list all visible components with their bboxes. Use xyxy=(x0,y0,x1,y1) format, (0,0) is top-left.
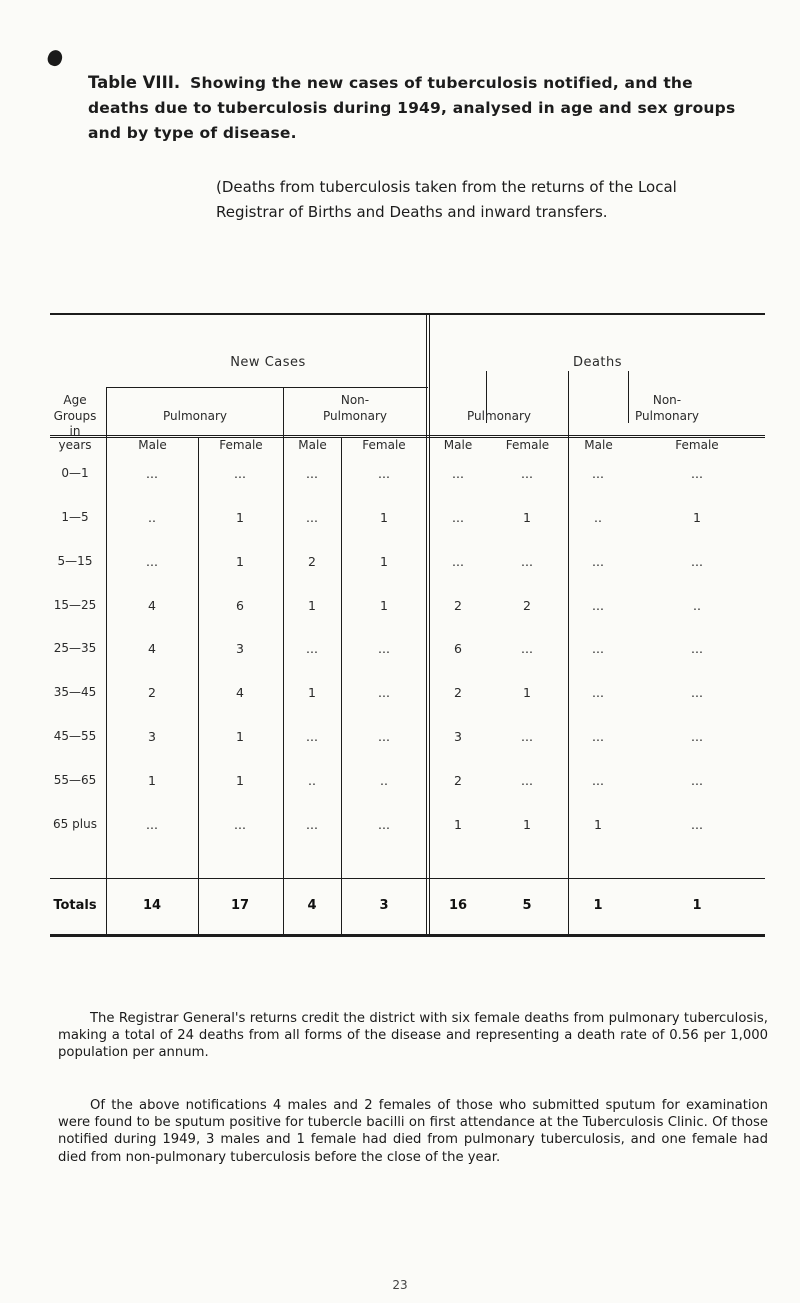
cell-d-pulm-female: ... xyxy=(521,641,533,656)
nc-pulm-female-header: Female xyxy=(219,438,263,452)
cell-nc-pulm-male: ... xyxy=(146,554,158,569)
cell-d-non-female: ... xyxy=(691,773,703,788)
cell-d-pulm-male: 3 xyxy=(454,729,462,744)
age-group-label: 15—25 xyxy=(53,598,97,612)
cell-nc-pulm-male: 4 xyxy=(148,598,156,613)
cell-nc-non-female: 1 xyxy=(380,554,388,569)
cell-d-pulm-male: ... xyxy=(452,554,464,569)
cell-nc-non-male: .. xyxy=(308,773,316,788)
cell-d-non-male: .. xyxy=(594,510,602,525)
nc-non-heading-2: Pulmonary xyxy=(323,409,387,423)
table-caption: Showing the new cases of tuberculosis notified, and the deaths due to tuberculosis during 1949, analysed in age and sex groups and by type of disease. xyxy=(88,74,736,142)
cell-nc-pulm-male: 2 xyxy=(148,685,156,700)
new-cases-subrule xyxy=(106,387,428,388)
cell-nc-pulm-male: 4 xyxy=(148,641,156,656)
d-non-heading-1: Non- xyxy=(652,393,682,407)
cell-nc-non-male: ... xyxy=(306,729,318,744)
cell-nc-non-male: 1 xyxy=(308,685,316,700)
table-bottom-rule xyxy=(50,934,765,937)
cell-nc-non-female: ... xyxy=(378,817,390,832)
cell-nc-pulm-female: 6 xyxy=(236,598,244,613)
page-number: 23 xyxy=(392,1278,408,1292)
cell-nc-pulm-female: 4 xyxy=(236,685,244,700)
cell-d-pulm-female: ... xyxy=(521,773,533,788)
cell-nc-non-male: 1 xyxy=(308,598,316,613)
d-pulm-female-header: Female xyxy=(505,438,550,452)
cell-d-pulm-male: 2 xyxy=(454,773,462,788)
vrule-age xyxy=(106,387,107,936)
d-non-female-header: Female xyxy=(675,438,719,452)
cell-d-non-female: ... xyxy=(691,729,703,744)
age-group-label: 65 plus xyxy=(53,817,97,831)
cell-d-pulm-male: ... xyxy=(452,510,464,525)
cell-nc-non-male: 2 xyxy=(308,554,316,569)
d-pulmonary-heading: Pulmonary xyxy=(467,409,531,423)
cell-d-non-male: ... xyxy=(592,466,604,481)
age-header-3: in xyxy=(69,424,81,438)
cell-d-pulm-female: 1 xyxy=(523,685,531,700)
cell-nc-non-male: ... xyxy=(306,466,318,481)
cell-d-pulm-female: ... xyxy=(521,466,533,481)
total-nc-non-female: 3 xyxy=(379,898,389,913)
cell-nc-non-male: ... xyxy=(306,817,318,832)
nc-non-heading-1: Non- xyxy=(340,393,370,407)
cell-d-pulm-male: 1 xyxy=(454,817,462,832)
cell-nc-pulm-male: 1 xyxy=(148,773,156,788)
cell-d-non-female: ... xyxy=(691,466,703,481)
bullet-mark xyxy=(46,48,65,68)
cell-nc-pulm-male: ... xyxy=(146,817,158,832)
cell-d-pulm-female: 1 xyxy=(523,510,531,525)
cell-d-pulm-female: 2 xyxy=(523,598,531,613)
cell-nc-non-female: .. xyxy=(380,773,388,788)
total-d-pulm-female: 5 xyxy=(522,898,532,913)
age-group-label: 1—5 xyxy=(61,510,89,524)
age-header-4: years xyxy=(58,438,92,452)
cell-d-non-male: ... xyxy=(592,685,604,700)
age-group-label: 25—35 xyxy=(53,641,97,655)
tuberculosis-table xyxy=(50,313,765,978)
age-group-label: 35—45 xyxy=(53,685,97,699)
cell-d-non-male: 1 xyxy=(594,817,602,832)
cell-nc-non-male: ... xyxy=(306,641,318,656)
cell-nc-non-female: 1 xyxy=(380,598,388,613)
total-nc-pulm-male: 14 xyxy=(142,898,162,913)
age-group-label: 45—55 xyxy=(53,729,97,743)
nc-pulmonary-heading: Pulmonary xyxy=(163,409,227,423)
cell-d-non-female: ... xyxy=(691,685,703,700)
cell-nc-pulm-male: .. xyxy=(148,510,156,525)
nc-pulm-male-header: Male xyxy=(138,438,167,452)
notifications-paragraph: Of the above notifications 4 males and 2 females of those who submitted sputum for examination were found to be sputum positive for tubercle bacilli on first attendance at the Tuberculosis Clinic. Of those notified during 1949, 3 males and 1 female had died from pulmonary tuberculosis, and one female had died from non-pulmonary tuberculosis before the close of the year. xyxy=(58,1098,768,1165)
cell-d-non-female: .. xyxy=(693,598,701,613)
d-pulm-male-header: Male xyxy=(443,438,473,452)
cell-d-pulm-male: ... xyxy=(452,466,464,481)
cell-d-pulm-female: 1 xyxy=(523,817,531,832)
total-nc-non-male: 4 xyxy=(307,898,317,913)
cell-d-non-female: ... xyxy=(691,817,703,832)
new-cases-heading: New Cases xyxy=(230,355,306,370)
age-group-label: 5—15 xyxy=(57,554,93,568)
vrule-1 xyxy=(198,438,199,936)
age-header-1: Age xyxy=(63,393,87,407)
cell-nc-pulm-male: 3 xyxy=(148,729,156,744)
cell-nc-non-female: ... xyxy=(378,466,390,481)
cell-nc-pulm-female: 1 xyxy=(236,554,244,569)
deaths-heading: Deaths xyxy=(572,355,623,370)
cell-d-pulm-male: 2 xyxy=(454,685,462,700)
totals-label: Totals xyxy=(53,898,97,913)
cell-nc-pulm-female: ... xyxy=(234,466,246,481)
table-heading xyxy=(88,70,738,146)
cell-d-non-male: ... xyxy=(592,773,604,788)
total-d-non-male: 1 xyxy=(593,898,603,913)
d-non-male-header: Male xyxy=(584,438,613,452)
cell-nc-pulm-male: ... xyxy=(146,466,158,481)
total-d-pulm-male: 16 xyxy=(448,898,468,913)
age-group-label: 0—1 xyxy=(61,466,89,480)
cell-nc-pulm-female: 1 xyxy=(236,773,244,788)
age-group-label: 55—65 xyxy=(53,773,97,787)
cell-d-non-male: ... xyxy=(592,598,604,613)
cell-d-pulm-female: ... xyxy=(521,729,533,744)
vrule-mid-1 xyxy=(426,313,427,936)
table-label: Table VIII. xyxy=(88,73,181,92)
cell-d-non-male: ... xyxy=(592,729,604,744)
cell-d-non-female: 1 xyxy=(693,510,701,525)
cell-d-non-female: ... xyxy=(691,554,703,569)
registrar-paragraph: The Registrar General's returns credit the district with six female deaths from pulmonary tuberculosis, making a total of 24 deaths from all forms of the disease and representing a death rate of 0.56 per 1,000 population per annum. xyxy=(58,1011,768,1061)
cell-nc-pulm-female: 3 xyxy=(236,641,244,656)
cell-d-non-female: ... xyxy=(691,641,703,656)
nc-non-female-header: Female xyxy=(362,438,406,452)
total-nc-pulm-female: 17 xyxy=(230,898,250,913)
cell-d-non-male: ... xyxy=(592,554,604,569)
header-bottom-rule xyxy=(50,435,765,436)
d-non-heading-2: Pulmonary xyxy=(635,409,699,423)
nc-non-male-header: Male xyxy=(298,438,327,452)
cell-nc-non-male: ... xyxy=(306,510,318,525)
age-header-2: Groups xyxy=(53,409,97,423)
cell-nc-non-female: ... xyxy=(378,641,390,656)
source-note-text: (Deaths from tuberculosis taken from the returns of the Local Registrar of Births and Deaths and inward transfers. xyxy=(216,178,677,221)
cell-nc-non-female: ... xyxy=(378,729,390,744)
cell-nc-non-female: ... xyxy=(378,685,390,700)
table-top-rule xyxy=(50,313,765,315)
vrule-mid-2 xyxy=(429,313,430,936)
cell-nc-non-female: 1 xyxy=(380,510,388,525)
cell-nc-pulm-female: ... xyxy=(234,817,246,832)
cell-nc-pulm-female: 1 xyxy=(236,729,244,744)
cell-d-non-male: ... xyxy=(592,641,604,656)
cell-d-pulm-male: 2 xyxy=(454,598,462,613)
source-note xyxy=(216,175,736,225)
total-d-non-female: 1 xyxy=(692,898,702,913)
cell-nc-pulm-female: 1 xyxy=(236,510,244,525)
totals-top-rule xyxy=(50,878,765,879)
cell-d-pulm-female: ... xyxy=(521,554,533,569)
cell-d-pulm-male: 6 xyxy=(454,641,462,656)
